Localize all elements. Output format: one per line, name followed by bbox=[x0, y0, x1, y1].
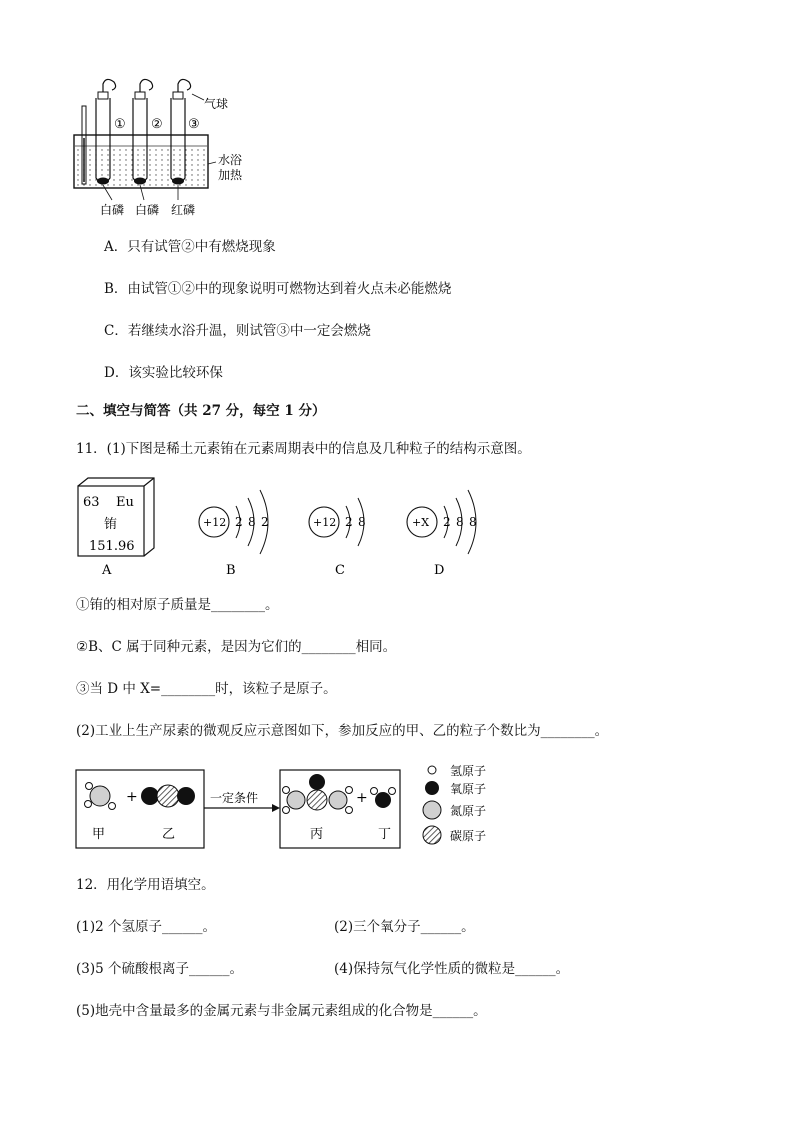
particle-d-shell-2: 8 bbox=[456, 515, 464, 529]
element-mass: 151.96 bbox=[89, 539, 135, 554]
molecule-jia bbox=[85, 783, 116, 810]
combustion-experiment-figure bbox=[70, 78, 270, 220]
phosphorus-label-3: 红磷 bbox=[171, 203, 196, 217]
balloon-label: 气球 bbox=[204, 97, 229, 111]
bath-label-1: 水浴 bbox=[218, 153, 243, 167]
particle-d bbox=[404, 484, 496, 580]
particle-b-label: B bbox=[226, 563, 236, 578]
reaction-diagram bbox=[74, 762, 514, 858]
particle-d-label: D bbox=[434, 563, 445, 578]
question-12-item-5: (5)地壳中含量最多的金属元素与非金属元素组成的化合物是______。 bbox=[76, 1003, 487, 1019]
option-a: A．只有试管②中有燃烧现象 bbox=[104, 239, 276, 255]
legend-oxygen: 氧原子 bbox=[450, 782, 487, 796]
question-12-item-1: (1)2 个氢原子______。 bbox=[76, 919, 217, 935]
element-symbol: Eu bbox=[116, 495, 134, 510]
question-12-item-2: (2)三个氧分子______。 bbox=[334, 919, 475, 935]
question-12-intro: 12．用化学用语填空。 bbox=[76, 877, 215, 893]
particle-c-label: C bbox=[335, 563, 345, 578]
element-number: 63 bbox=[83, 495, 100, 510]
legend-hydrogen: 氢原子 bbox=[450, 764, 487, 778]
particle-b-nucleus: +12 bbox=[203, 516, 227, 529]
particle-b bbox=[196, 484, 288, 580]
option-c: C．若继续水浴升温，则试管③中一定会燃烧 bbox=[104, 323, 371, 339]
molecule-bing bbox=[283, 774, 353, 814]
element-card bbox=[70, 476, 160, 586]
reaction-condition: 一定条件 bbox=[210, 791, 259, 805]
option-d: D．该实验比较环保 bbox=[104, 365, 223, 381]
legend-nitrogen: 氮原子 bbox=[450, 804, 487, 818]
tube-label-2: ② bbox=[151, 117, 163, 132]
molecule-yi bbox=[141, 785, 195, 807]
particle-c-shell-1: 2 bbox=[345, 515, 353, 529]
molecule-ding bbox=[371, 788, 396, 809]
section-title: 二、填空与简答（共 27 分，每空 1 分） bbox=[76, 403, 326, 419]
phosphorus-label-2: 白磷 bbox=[135, 203, 160, 217]
particle-b-shell-3: 2 bbox=[261, 515, 269, 529]
reaction-legend bbox=[423, 766, 441, 844]
legend-carbon: 碳原子 bbox=[450, 829, 487, 843]
question-12-item-4: (4)保持氖气化学性质的微粒是______。 bbox=[334, 961, 570, 977]
tube-label-1: ① bbox=[114, 117, 126, 132]
particle-c-nucleus: +12 bbox=[313, 516, 337, 529]
question-11-q2: ②B、C 属于同种元素，是因为它们的________相同。 bbox=[76, 639, 397, 655]
bath-label-2: 加热 bbox=[218, 168, 243, 182]
label-yi: 乙 bbox=[162, 827, 176, 842]
element-name: 铕 bbox=[104, 517, 118, 532]
question-11-part2: (2)工业上生产尿素的微观反应示意图如下，参加反应的甲、乙的粒子个数比为________。 bbox=[76, 723, 609, 739]
particle-d-shell-3: 8 bbox=[469, 515, 477, 529]
particle-d-shell-1: 2 bbox=[443, 515, 451, 529]
card-label: A bbox=[102, 563, 112, 578]
label-ding: 丁 bbox=[378, 827, 392, 842]
tube-label-3: ③ bbox=[188, 117, 200, 132]
option-b: B．由试管①②中的现象说明可燃物达到着火点未必能燃烧 bbox=[104, 281, 452, 297]
particle-d-nucleus: +X bbox=[412, 516, 430, 529]
question-12-item-3: (3)5 个硫酸根离子______。 bbox=[76, 961, 244, 977]
label-jia: 甲 bbox=[92, 827, 106, 842]
question-11-intro: 11．(1)下图是稀土元素铕在元素周期表中的信息及几种粒子的结构示意图。 bbox=[76, 441, 531, 457]
label-bing: 丙 bbox=[310, 827, 324, 842]
phosphorus-label-1: 白磷 bbox=[100, 203, 125, 217]
particle-b-shell-2: 8 bbox=[248, 515, 256, 529]
particle-c bbox=[306, 484, 386, 580]
plus-2: + bbox=[356, 790, 368, 806]
particle-b-shell-1: 2 bbox=[235, 515, 243, 529]
question-11-q1: ①铕的相对原子质量是________。 bbox=[76, 597, 279, 613]
question-11-q3: ③当 D 中 X=________时，该粒子是原子。 bbox=[76, 681, 337, 697]
plus-1: + bbox=[126, 789, 138, 805]
particle-c-shell-2: 8 bbox=[358, 515, 366, 529]
